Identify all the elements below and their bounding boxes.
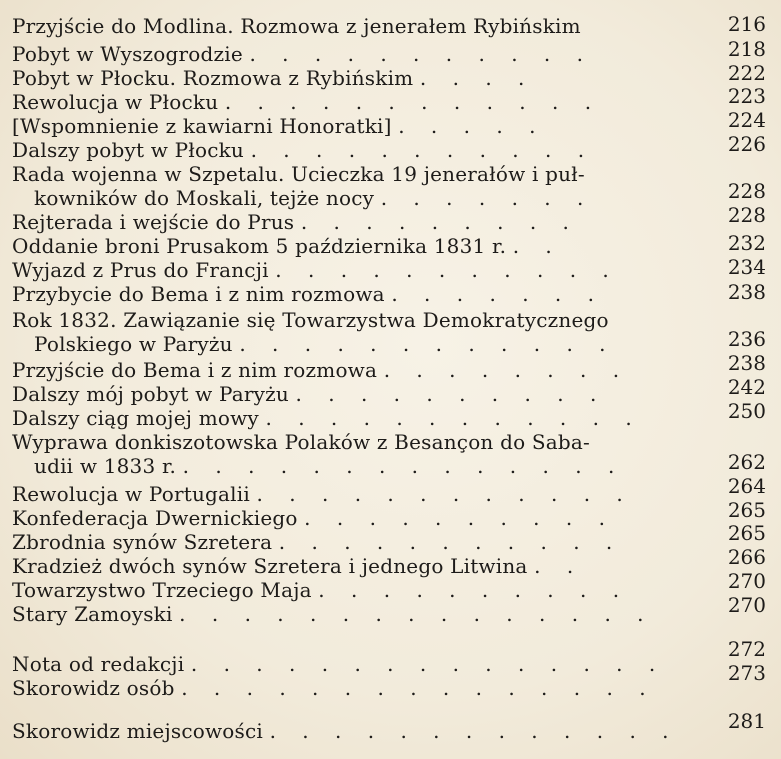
- toc-page-number: 272: [727, 637, 766, 661]
- toc-entry: [12, 258, 619, 282]
- toc-entry: [12, 162, 593, 210]
- toc-entry-title: Przyjście do Bema i z nim rozmowa: [12, 358, 378, 382]
- toc-entry-title: Kradzież dwóch synów Szretera i jednego Litwina: [12, 554, 528, 578]
- toc-entry-title: Konfederacja Dwernickiego: [12, 506, 298, 530]
- toc-entry-title: Rewolucja w Płocku: [12, 90, 219, 114]
- toc-leader-dots: . . . . . . . .: [383, 358, 630, 382]
- toc-leader-dots: . . . . . . .: [380, 186, 594, 210]
- toc-entry: [12, 14, 581, 38]
- toc-leader-dots: . .: [534, 554, 584, 578]
- toc-entry-title: Rok 1832. Zawiązanie się Towarzystwa Demokratycznego: [12, 308, 609, 332]
- toc-page-number: 273: [727, 661, 766, 685]
- toc-leader-dots: . . . . . . . . . . .: [250, 138, 595, 162]
- toc-leader-dots: . . . . . . . . . . . . . . .: [181, 676, 656, 700]
- toc-page-number: 281: [727, 709, 766, 733]
- toc-entry: [12, 308, 616, 356]
- toc-page-number: 262: [727, 450, 766, 474]
- toc-leader-dots: . . . . . . . . . .: [304, 506, 615, 530]
- toc-entry: [12, 382, 606, 406]
- toc-page-number: 216: [727, 12, 766, 36]
- toc-page-number: 222: [727, 61, 766, 85]
- toc-entry-title: Skorowidz miejscowości: [12, 719, 264, 743]
- toc-entry-title: Pobyt w Wyszogrodzie: [12, 42, 243, 66]
- toc-leader-dots: . . . . . . . . . . . . . .: [182, 454, 625, 478]
- toc-entry-title: Oddanie broni Prusakom 5 października 1831 r.: [12, 234, 507, 258]
- toc-page-number: 270: [727, 593, 766, 617]
- toc-page-number: 218: [727, 37, 766, 61]
- toc-entry-title: Dalszy pobyt w Płocku: [12, 138, 245, 162]
- toc-entry: [12, 406, 642, 430]
- toc-leader-dots: . . . . . . . . . . . .: [256, 482, 633, 506]
- toc-page-number: 228: [727, 179, 766, 203]
- toc-entry-title: [Wspomnienie z kawiarni Honoratki]: [12, 114, 392, 138]
- toc-entry: [12, 430, 624, 478]
- toc-leader-dots: . . . .: [419, 66, 535, 90]
- toc-leader-dots: . . . . . . . . . . . . . . .: [190, 652, 666, 676]
- toc-entry: [12, 42, 593, 66]
- toc-leader-dots: . . . . . . . . . . . . . . .: [179, 602, 654, 626]
- toc-page-number: 250: [727, 399, 766, 423]
- toc-entry-title: Skorowidz osób: [12, 676, 175, 700]
- toc-page-number: 265: [727, 498, 766, 522]
- toc-leader-dots: . . . . . . . . . . . .: [224, 90, 602, 114]
- toc-page-number: 232: [727, 231, 766, 255]
- toc-page-number: 228: [727, 203, 766, 227]
- toc-entry-title: Wyprawa donkiszotowska Polaków z Besançon do Saba-: [12, 430, 590, 454]
- toc-entry-title: Stary Zamoyski: [12, 602, 173, 626]
- toc-page-number: 236: [727, 327, 766, 351]
- toc-page-number: 270: [727, 569, 766, 593]
- toc-entry-title: Pobyt w Płocku. Rozmowa z Rybińskim: [12, 66, 414, 90]
- toc-entry: [12, 282, 604, 306]
- toc-entry: [12, 652, 665, 676]
- toc-entry: [12, 114, 545, 138]
- toc-page-number: 223: [727, 84, 766, 108]
- toc-page-number: 242: [727, 375, 766, 399]
- toc-entry-title: Dalszy ciąg mojej mowy: [12, 406, 259, 430]
- toc-entry-title: Towarzystwo Trzeciego Maja: [12, 578, 312, 602]
- toc-leader-dots: . . . . .: [398, 114, 546, 138]
- toc-entry: [12, 234, 562, 258]
- toc-entry-title: Zbrodnia synów Szretera: [12, 530, 273, 554]
- toc-entry-title: Rewolucja w Portugalii: [12, 482, 250, 506]
- toc-page-number: 238: [727, 280, 766, 304]
- toc-page-number: 234: [727, 255, 766, 279]
- toc-page-number: 226: [727, 132, 766, 156]
- toc-page-number: 238: [727, 351, 766, 375]
- toc-page-number: 266: [727, 545, 766, 569]
- toc-entry: [12, 210, 579, 234]
- toc-page-number: 265: [727, 521, 766, 545]
- toc-leader-dots: . . . . . . . . .: [300, 210, 579, 234]
- toc-entry: [12, 358, 629, 382]
- toc-leader-dots: . . . . . . . . . .: [318, 578, 630, 602]
- toc-leader-dots: . . . . . . . . . .: [295, 382, 607, 406]
- toc-entry-title: Rejterada i wejście do Prus: [12, 210, 295, 234]
- toc-page-number: 264: [727, 474, 766, 498]
- toc-leader-dots: . . . . . . . . . . .: [249, 42, 593, 66]
- toc-leader-dots: . . . . . . . . . . .: [278, 530, 623, 554]
- toc-entry-continuation: udii w 1833 r.: [34, 454, 177, 478]
- toc-page-number: 224: [727, 108, 766, 132]
- toc-entry: [12, 719, 679, 743]
- toc-entry: [12, 578, 629, 602]
- toc-entry-title: Nota od redakcji: [12, 652, 185, 676]
- toc-leader-dots: . .: [512, 234, 562, 258]
- toc-entry-continuation: kowników do Moskali, tejże nocy: [34, 186, 375, 210]
- toc-entry: [12, 506, 615, 530]
- toc-entry: [12, 90, 601, 114]
- toc-entry-title: Przybycie do Bema i z nim rozmowa: [12, 282, 385, 306]
- toc-leader-dots: . . . . . . . . . . . . .: [269, 719, 679, 743]
- toc-entry: [12, 66, 534, 90]
- toc-entry: [12, 602, 654, 626]
- toc-entry-title: Wyjazd z Prus do Francji: [12, 258, 269, 282]
- toc-entry-title: Przyjście do Modlina. Rozmowa z jenerałem Rybińskim: [12, 14, 581, 38]
- toc-entry: [12, 530, 622, 554]
- toc-entry: [12, 554, 583, 578]
- toc-entry: [12, 482, 633, 506]
- toc-entry-continuation: Polskiego w Paryżu: [34, 332, 233, 356]
- toc-entry-title: Rada wojenna w Szpetalu. Ucieczka 19 jenerałów i puł-: [12, 162, 585, 186]
- toc-entry: [12, 138, 594, 162]
- toc-entry: [12, 676, 656, 700]
- toc-leader-dots: . . . . . . . . . . . .: [265, 406, 642, 430]
- toc-leader-dots: . . . . . . .: [391, 282, 604, 306]
- toc-entry-title: Dalszy mój pobyt w Paryżu: [12, 382, 289, 406]
- toc-leader-dots: . . . . . . . . . . .: [275, 258, 619, 282]
- toc-leader-dots: . . . . . . . . . . . .: [239, 332, 616, 356]
